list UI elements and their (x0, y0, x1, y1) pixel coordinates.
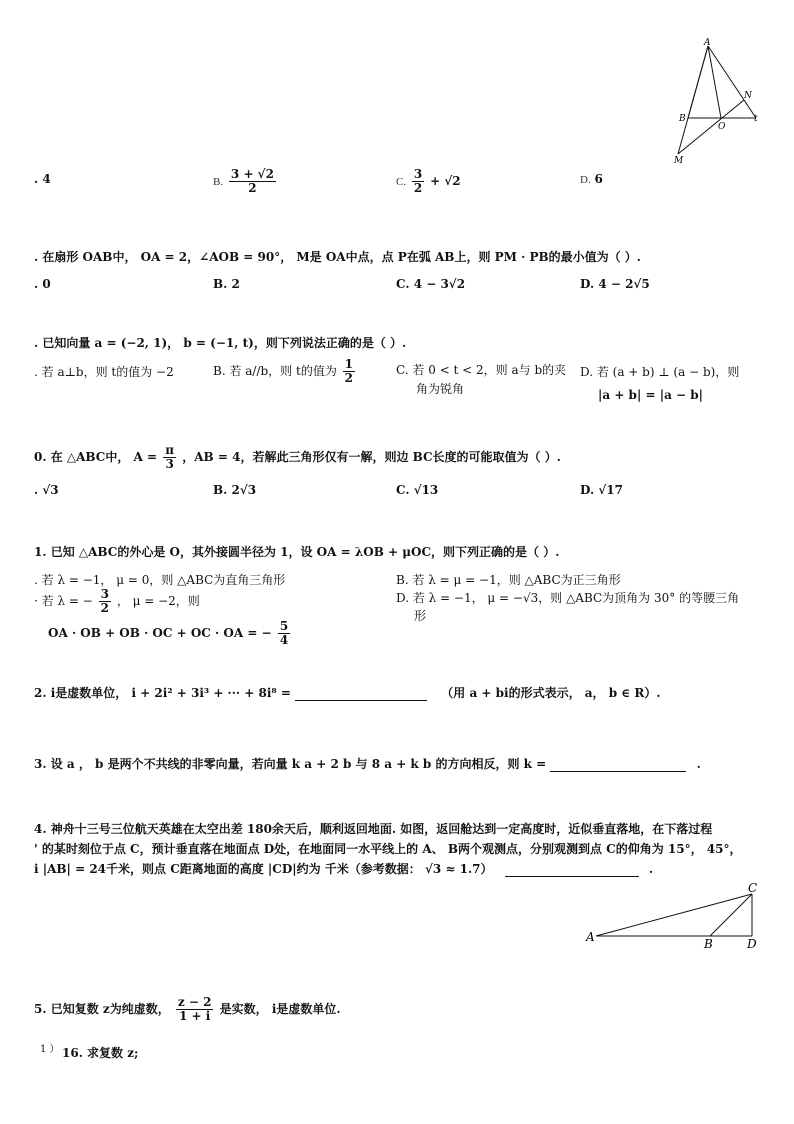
q7-c-tail: + √2 (430, 174, 461, 189)
q11-c-num: 3 (100, 587, 109, 601)
q10-num: π (165, 443, 175, 457)
q15-sub1: 16. 求复数 z; (62, 1046, 139, 1060)
q11-c-fraction (99, 588, 111, 615)
q11-c-pre: · 若 λ = − (34, 594, 93, 609)
elevation-figure-q14 (584, 880, 764, 950)
q13-tail: . (696, 757, 701, 771)
q11-option-d-line1: D. 若 λ = −1， μ = −√3，则 △ABC为顶角为 30° 的等腰三角 (396, 591, 740, 605)
q12-stem (34, 684, 661, 701)
q9-stem: . 已知向量 a = (−2, 1)， b = (−1, t)，则下列说法正确的是（ ）. (34, 336, 407, 350)
fig-label-b: B (679, 114, 686, 124)
q10-stem-pre: 0. 在 △ABC中， A = (34, 450, 158, 465)
q7-b-den: 2 (248, 181, 257, 196)
fig-label-b2: B (704, 937, 713, 950)
q10-stem (34, 444, 561, 471)
q12-answer-blank[interactable] (295, 686, 427, 701)
q15-stem-post: 是实数， i是虚数单位. (219, 1002, 341, 1017)
q10-option-c: C. √13 (396, 483, 439, 497)
q7-option-a: . 4 (34, 172, 51, 186)
q10-stem-fraction (163, 444, 176, 471)
q7-option-c (396, 168, 461, 195)
q9-option-b (213, 358, 357, 385)
q10-den: 3 (165, 457, 174, 472)
q9-b-fraction (343, 358, 355, 385)
q11-option-c-line1 (34, 588, 200, 615)
q14-tail: . (648, 862, 654, 876)
fig-label-d: D (747, 937, 757, 950)
q8-option-c: C. 4 − 3√2 (396, 277, 466, 291)
q13-stem (34, 755, 701, 772)
q10-option-a: . √3 (34, 483, 59, 497)
q11-option-d-line2: 形 (414, 609, 427, 623)
q8-stem: . 在扇形 OAB中， OA = 2，∠AOB = 90°， M是 OA中点，点 P在弧 AB上，则 PM · PB的最小值为（ ）. (34, 250, 641, 264)
fig-label-n: N (744, 91, 752, 101)
q11-c2-den: 4 (279, 633, 289, 648)
q9-option-d-line2: |a + b| = |a − b| (598, 388, 704, 402)
q11-option-b: B. 若 λ = μ = −1，则 △ABC为正三角形 (396, 573, 621, 587)
q11-c-post: ， μ = −2，则 (116, 594, 200, 609)
q12-stem-text: 2. i是虚数单位， i + 2i² + 3i³ + ··· + 8i⁸ = (34, 686, 291, 700)
q13-stem-text: 3. 设 a ， b 是两个不共线的非零向量，若向量 k a + 2 b 与 8 a + k b 的方向相反，则 k = (34, 757, 547, 771)
fig-label-o: O (718, 122, 726, 132)
q7-option-d-label: D. (580, 174, 591, 186)
q9-b-den: 2 (344, 371, 354, 386)
q9-option-c-line1: C. 若 0 < t < 2，则 a与 b的夹 (396, 363, 567, 377)
q8-option-b: B. 2 (213, 277, 240, 291)
q15-num: z − 2 (177, 995, 212, 1009)
q15-stem (34, 996, 341, 1023)
fig-label-a: A (704, 38, 711, 48)
q13-answer-blank[interactable] (550, 757, 686, 772)
q11-c2-pre: OA · OB + OB · OC + OC · OA = − (48, 626, 272, 641)
fig-label-t: t (754, 114, 758, 124)
q10-option-b: B. 2√3 (213, 483, 257, 497)
q11-option-a: . 若 λ = −1， μ = 0，则 △ABC为直角三角形 (34, 573, 286, 587)
q11-c2-fraction (278, 620, 290, 647)
fig-label-c: C (748, 881, 758, 895)
q7-d-val: 6 (594, 172, 603, 186)
q7-c-num: 3 (413, 167, 423, 181)
q8-option-a: . 0 (34, 277, 51, 291)
q7-b-num: 3 + √2 (230, 167, 274, 181)
q14-line3 (34, 860, 653, 877)
q7-option-c-fraction (412, 168, 424, 195)
q9-b-pre: B. 若 a//b，则 t的值为 (213, 364, 337, 379)
q14-line1: 4. 神舟十三号三位航天英雄在太空出差 180余天后，顺利返回地面. 如图，返回舱达到一定高度时，近似垂直落地，在下落过程 (34, 822, 713, 836)
q11-stem: 1. 已知 △ABC的外心是 O，其外接圆半径为 1，设 OA = λOB + μOC，则下列正确的是（ ）. (34, 545, 560, 559)
q15-stem-pre: 5. 已知复数 z为纯虚数， (34, 1002, 170, 1017)
q11-c-den: 2 (100, 601, 109, 616)
q11-option-c-line2 (48, 620, 292, 647)
q12-tail: （用 a + bi的形式表示， a， b ∈ R）. (441, 686, 661, 700)
q7-option-c-label: C. (396, 176, 407, 189)
q7-c-den: 2 (413, 181, 423, 196)
q10-option-d: D. √17 (580, 483, 623, 497)
q7-option-d (580, 172, 603, 186)
fig-label-a2: A (586, 930, 595, 944)
q14-answer-blank[interactable] (505, 862, 639, 877)
q14-line3-text: ⅰ |AB| = 24千米，则点 C距离地面的高度 |CD|约为 千米（参考数据： √3 ≈ 1.7） (34, 862, 493, 876)
q7-option-b-fraction (229, 168, 276, 195)
q9-option-a: . 若 a⊥b，则 t的值为 −2 (34, 365, 174, 379)
q14-line2: ' 的某时刻位于点 C，预计垂直落在地面点 D处，在地面同一水平线上的 A、 B两个观测点，分别观测到点 C的仰角为 15°， 45°， (34, 842, 742, 856)
fig-label-m: M (674, 156, 684, 166)
q9-b-num: 1 (344, 357, 354, 371)
q7-option-b (213, 168, 278, 195)
q8-option-d: D. 4 − 2√5 (580, 277, 650, 291)
q9-option-d-line1: D. 若 (a + b) ⊥ (a − b)，则 (580, 365, 740, 379)
q11-c2-num: 5 (279, 619, 289, 633)
q15-fraction (176, 996, 214, 1023)
q15-den: 1 + i (179, 1009, 211, 1024)
q10-stem-post: ，AB = 4，若解此三角形仅有一解，则边 BC长度的可能取值为（ ）. (182, 450, 561, 465)
q9-option-c-line2: 角为锐角 (416, 382, 465, 396)
q15-sub-mark: 1 ） (40, 1044, 60, 1055)
triangle-figure-q7 (668, 36, 768, 166)
q7-option-b-label: B. (213, 176, 224, 189)
